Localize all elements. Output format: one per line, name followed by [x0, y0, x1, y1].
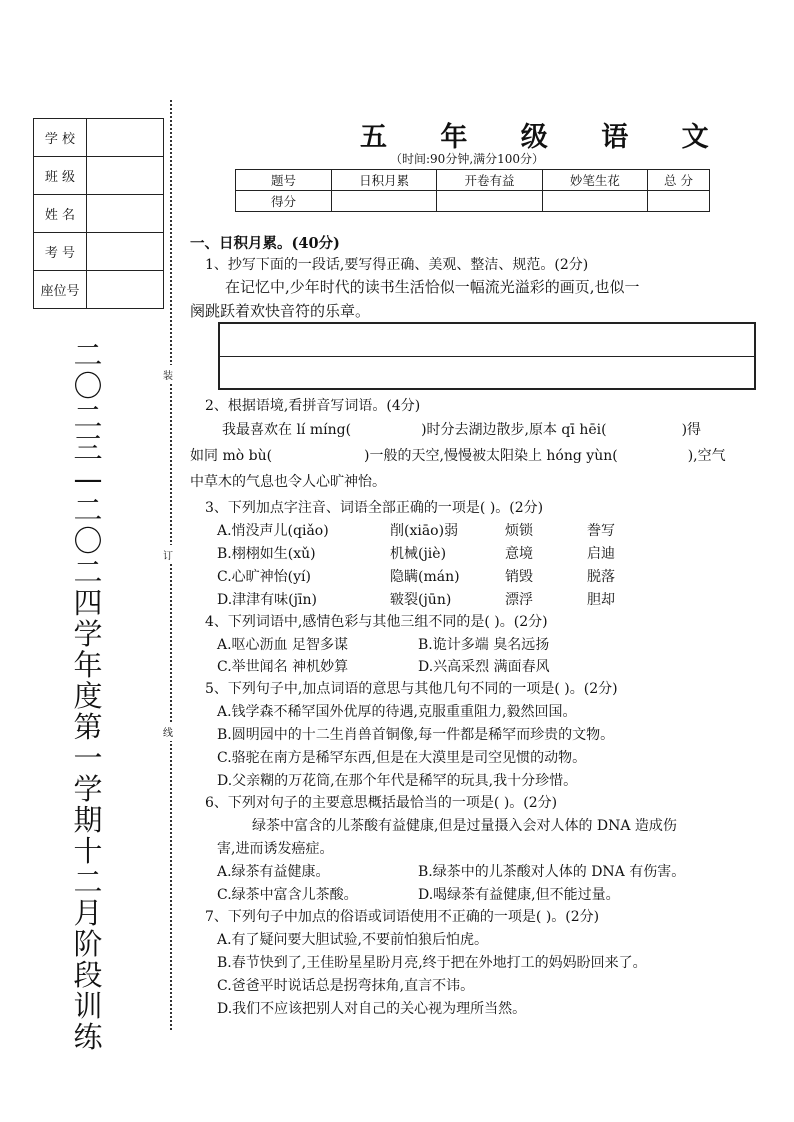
- copy-writing-box[interactable]: [218, 322, 756, 390]
- side-title-char: 〇: [73, 524, 103, 558]
- side-title-char: 十: [73, 834, 103, 868]
- question-6-passage: 绿茶中富含的儿茶酸有益健康,但是过量摄入会对人体的 DNA 造成伤: [252, 818, 677, 834]
- binding-mark: 线: [163, 722, 173, 741]
- exam-number-label: 考 号: [34, 233, 87, 271]
- class-label: 班 级: [34, 157, 87, 195]
- question-5-option-b[interactable]: B.圆明园中的十二生肖兽首铜像,每一件都是稀罕而珍贵的文物。: [217, 727, 615, 743]
- question-2-text: )得: [681, 422, 702, 438]
- question-2-line: [190, 445, 726, 465]
- question-6-option-c[interactable]: C.绿茶中富含儿茶酸。: [217, 887, 358, 903]
- option-word: 机械(jiè): [390, 546, 447, 562]
- question-2-text: ),空气: [687, 448, 726, 464]
- side-title-char: 阶: [73, 927, 103, 961]
- page-title: 五 年 级 语 文: [360, 122, 731, 153]
- question-3-option-a[interactable]: A.悄没声儿(qiǎo): [217, 523, 329, 539]
- question-2-line: [222, 419, 701, 439]
- side-title-char: 月: [73, 896, 103, 930]
- score-cell[interactable]: [542, 191, 647, 212]
- score-table: [235, 169, 710, 212]
- page-subtitle: （时间:90分钟,满分100分）: [390, 152, 545, 166]
- score-column-header: 总 分: [648, 170, 710, 191]
- side-title-char: 二: [73, 555, 103, 589]
- score-cell[interactable]: [437, 191, 542, 212]
- side-title: [68, 340, 108, 1053]
- school-label: 学 校: [34, 119, 87, 157]
- binding-dotted-line: [170, 100, 172, 1030]
- section-heading: 一、日积月累。(40分): [190, 235, 340, 252]
- option-word: 启迪: [587, 546, 615, 562]
- side-title-char: 训: [73, 989, 103, 1023]
- binding-mark: 订: [163, 545, 173, 564]
- side-title-char: 第: [73, 710, 103, 744]
- side-title-char: —: [73, 462, 103, 496]
- question-3-option-c[interactable]: C.心旷神怡(yí): [217, 569, 311, 585]
- question-3-option-d[interactable]: D.津津有味(jīn): [217, 592, 317, 608]
- question-5-option-d[interactable]: D.父亲糊的万花筒,在那个年代是稀罕的玩具,我十分珍惜。: [217, 773, 578, 789]
- option-word: 意境: [505, 546, 533, 562]
- exam-number-field[interactable]: [87, 233, 164, 271]
- question-4-option-b[interactable]: B.诡计多端 臭名远扬: [418, 637, 550, 653]
- score-column-header: 妙笔生花: [542, 170, 647, 191]
- question-2-text: 如同 mò bù(: [190, 448, 273, 464]
- side-title-char: 二: [73, 400, 103, 434]
- option-word: 烦锁: [505, 523, 533, 539]
- question-3-option-b[interactable]: B.栩栩如生(xǔ): [217, 546, 316, 562]
- question-7-option-d[interactable]: D.我们不应该把别人对自己的关心视为理所当然。: [217, 1001, 527, 1017]
- question-1-prompt: 1、抄写下面的一段话,要写得正确、美观、整洁、规范。(2分): [205, 257, 589, 273]
- question-3-prompt: 3、下列加点字注音、词语全部正确的一项是( )。(2分): [205, 500, 544, 516]
- side-title-char: 练: [73, 1020, 103, 1054]
- student-info-table: [33, 118, 164, 309]
- side-title-char: 二: [73, 338, 103, 372]
- seat-number-label: 座位号: [34, 271, 87, 309]
- option-word: 削(xiāo)弱: [390, 523, 459, 539]
- question-4-prompt: 4、下列词语中,感情色彩与其他三组不同的是( )。(2分): [205, 614, 548, 630]
- option-word: 漂浮: [505, 592, 533, 608]
- question-7-option-a[interactable]: A.有了疑问要大胆试验,不要前怕狼后怕虎。: [217, 932, 489, 948]
- class-field[interactable]: [87, 157, 164, 195]
- option-word: 销毁: [505, 569, 533, 585]
- score-row-label: 得分: [236, 191, 332, 212]
- side-title-char: 一: [73, 741, 103, 775]
- question-2-prompt: 2、根据语境,看拼音写词语。(4分): [205, 398, 421, 414]
- question-2-text: 我最喜欢在 lí míng(: [222, 422, 352, 438]
- side-title-char: 学: [73, 772, 103, 806]
- question-1-text: 阕跳跃着欢快音符的乐章。: [190, 302, 371, 320]
- side-title-char: 学: [73, 617, 103, 651]
- side-title-char: 二: [73, 865, 103, 899]
- score-column-header: 日积月累: [332, 170, 437, 191]
- score-row-label: 题号: [236, 170, 332, 191]
- school-field[interactable]: [87, 119, 164, 157]
- name-field[interactable]: [87, 195, 164, 233]
- question-6-option-b[interactable]: B.绿茶中的儿茶酸对人体的 DNA 有伤害。: [418, 864, 686, 880]
- side-title-char: 度: [73, 679, 103, 713]
- question-2-text: )时分去湖边散步,原本 qī hēi(: [421, 422, 607, 438]
- side-title-char: 期: [73, 803, 103, 837]
- question-2-text: 中草木的气息也令人心旷神怡。: [190, 474, 386, 490]
- score-cell[interactable]: [332, 191, 437, 212]
- question-7-option-c[interactable]: C.爸爸平时说话总是拐弯抹角,直言不讳。: [217, 978, 475, 994]
- question-1-text: 在记忆中,少年时代的读书生活恰似一幅流光溢彩的画页,也似一: [225, 278, 640, 296]
- question-4-option-a[interactable]: A.呕心沥血 足智多谋: [217, 637, 349, 653]
- score-column-header: 开卷有益: [437, 170, 542, 191]
- option-word: 皲裂(jūn): [390, 592, 452, 608]
- question-5-option-c[interactable]: C.骆驼在南方是稀罕东西,但是在大漠里是司空见惯的动物。: [217, 750, 587, 766]
- question-6-option-d[interactable]: D.喝绿茶有益健康,但不能过量。: [418, 887, 620, 903]
- option-word: 隐瞒(mán): [390, 569, 460, 585]
- question-7-prompt: 7、下列句子中加点的俗语或词语使用不正确的一项是( )。(2分): [205, 909, 600, 925]
- question-4-option-c[interactable]: C.举世闻名 神机妙算: [217, 659, 349, 675]
- copy-box-divider: [220, 356, 754, 357]
- question-7-option-b[interactable]: B.春节快到了,王佳盼星星盼月亮,终于把在外地打工的妈妈盼回来了。: [217, 955, 647, 971]
- question-6-prompt: 6、下列对句子的主要意思概括最恰当的一项是( )。(2分): [205, 795, 558, 811]
- option-word: 誊写: [587, 523, 615, 539]
- side-title-char: 三: [73, 431, 103, 465]
- side-title-char: 年: [73, 648, 103, 682]
- side-title-char: 段: [73, 958, 103, 992]
- side-title-char: 四: [73, 586, 103, 620]
- question-4-option-d[interactable]: D.兴高采烈 满面春风: [418, 659, 550, 675]
- question-2-text: )一般的天空,慢慢被太阳染上 hóng yùn(: [364, 448, 618, 464]
- side-title-char: 二: [73, 493, 103, 527]
- option-word: 脱落: [587, 569, 615, 585]
- option-word: 胆却: [587, 592, 615, 608]
- question-6-option-a[interactable]: A.绿茶有益健康。: [217, 864, 330, 880]
- seat-number-field[interactable]: [87, 271, 164, 309]
- score-cell[interactable]: [648, 191, 710, 212]
- name-label: 姓 名: [34, 195, 87, 233]
- question-6-passage: 害,进而诱发癌症。: [217, 841, 334, 857]
- question-5-option-a[interactable]: A.钱学森不稀罕国外优厚的待遇,克服重重阻力,毅然回国。: [217, 704, 577, 720]
- binding-mark: 装: [163, 365, 173, 384]
- question-5-prompt: 5、下列句子中,加点词语的意思与其他几句不同的一项是( )。(2分): [205, 681, 618, 697]
- side-title-char: 〇: [73, 369, 103, 403]
